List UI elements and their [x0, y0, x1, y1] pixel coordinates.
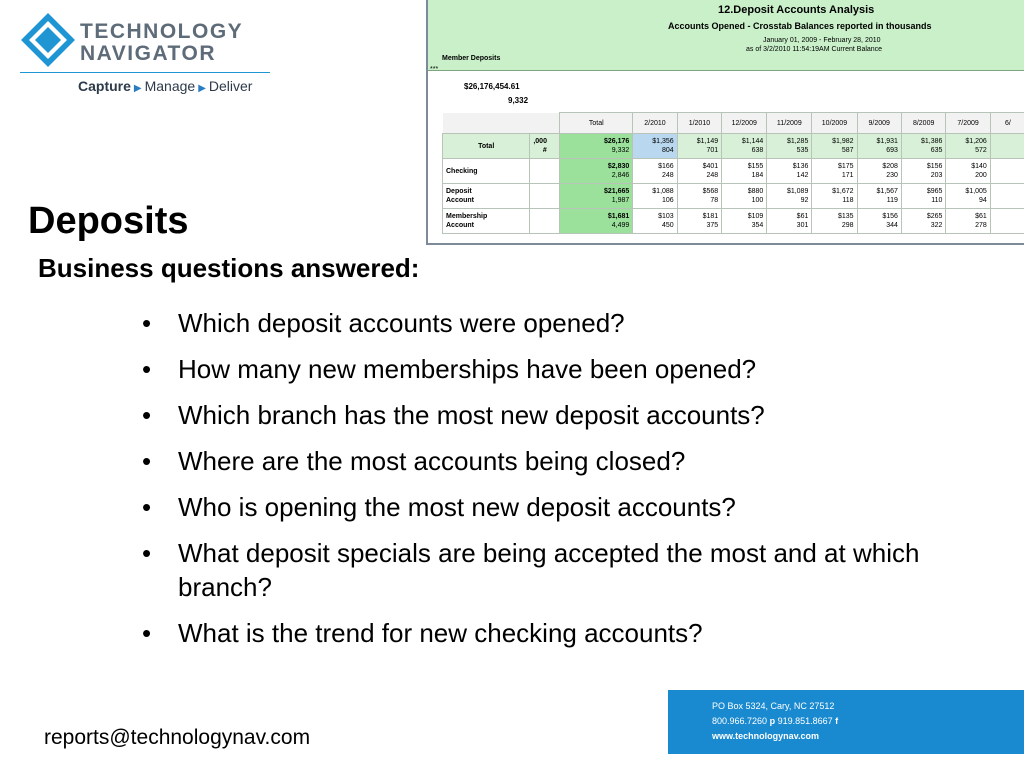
table-cell	[901, 209, 945, 234]
cell-balance: $1,088	[652, 188, 674, 195]
cell-balance: $568	[702, 188, 719, 195]
cell-count: 322	[930, 222, 943, 229]
table-cell	[990, 134, 1024, 159]
table-cell	[722, 184, 767, 209]
contact-footer	[668, 690, 1024, 754]
cell-count: 9,332	[611, 147, 630, 154]
cell-count: 142	[796, 172, 809, 179]
row-label-line: Account	[446, 197, 474, 204]
cell-balance: $140	[971, 163, 987, 170]
table-cell	[901, 159, 945, 184]
cell-balance: $136	[792, 163, 809, 170]
total-cell	[560, 184, 633, 209]
footer-address: PO Box 5324, Cary, NC 27512	[712, 701, 835, 711]
report-header	[428, 0, 1024, 71]
row-unit	[530, 209, 560, 234]
table-cell	[677, 159, 721, 184]
cell-count: 248	[662, 172, 674, 179]
footer-website[interactable]: www.technologynav.com	[712, 731, 820, 741]
cell-count: 4,499	[611, 222, 630, 229]
table-cell	[677, 134, 721, 159]
table-cell	[946, 134, 990, 159]
cell-balance: $61	[975, 213, 987, 220]
table-cell	[857, 159, 901, 184]
row-label	[443, 184, 530, 209]
cell-balance: $1,672	[832, 188, 854, 195]
question-text: What is the trend for new checking accounts?	[178, 618, 703, 648]
table-cell	[767, 209, 812, 234]
report-subtitle: Accounts Opened - Crosstab Balances reported in thousands	[668, 21, 932, 31]
cell-balance: $1,144	[741, 138, 764, 145]
table-cell	[812, 209, 857, 234]
total-cell	[560, 134, 633, 159]
cell-count: 535	[796, 147, 809, 154]
column-header: 10/2009	[812, 113, 857, 134]
row-label-line: Membership	[446, 213, 488, 220]
company-logo	[20, 12, 280, 102]
cell-count: 118	[842, 197, 854, 204]
column-header: 6/	[990, 113, 1024, 134]
list-item	[137, 536, 977, 604]
table-header-row	[443, 113, 1024, 134]
tagline-arrow-icon: ▶	[133, 83, 142, 94]
cell-balance: $1,386	[920, 138, 943, 145]
table-cell	[767, 184, 812, 209]
cell-balance: $1,149	[696, 138, 719, 145]
list-item	[137, 490, 977, 524]
section-subtitle: Business questions answered:	[38, 253, 420, 283]
question-text: Where are the most accounts being closed?	[178, 446, 686, 476]
cell-count: 203	[930, 172, 943, 179]
cell-balance: $1,356	[652, 138, 674, 145]
table-body	[443, 134, 1024, 234]
table-cell	[990, 159, 1024, 184]
tagline-capture: Capture	[78, 78, 131, 94]
table-cell	[633, 134, 677, 159]
question-text: Which deposit accounts were opened?	[178, 308, 625, 338]
report-screenshot	[426, 0, 1024, 245]
question-text: What deposit specials are being accepted the most and at which branch?	[178, 538, 920, 602]
cell-count: 693	[886, 147, 898, 154]
bullet-icon: •	[142, 308, 152, 338]
cell-count: 230	[886, 172, 898, 179]
contact-email[interactable]: reports@technologynav.com	[44, 726, 311, 749]
column-header: 11/2009	[767, 113, 812, 134]
cell-balance: $208	[882, 163, 898, 170]
report-stars: ***	[430, 66, 439, 73]
row-unit	[530, 184, 560, 209]
bullet-icon: •	[142, 354, 152, 384]
column-header: 7/2009	[946, 113, 990, 134]
cell-balance: $1,089	[786, 188, 809, 195]
cell-count: 375	[706, 222, 719, 229]
cell-balance: $26,176	[603, 138, 630, 145]
report-as-of: as of 3/2/2010 11:54:19AM Current Balance	[746, 46, 883, 53]
cell-balance: $109	[747, 213, 764, 220]
table-cell	[946, 159, 990, 184]
cell-balance: $175	[837, 163, 854, 170]
header-blank	[443, 113, 530, 134]
cell-balance: $880	[747, 188, 764, 195]
table-cell	[812, 134, 857, 159]
unit-line: ,000	[533, 138, 547, 145]
cell-balance: $135	[837, 213, 854, 220]
cell-count: 200	[975, 172, 987, 179]
cell-count: 298	[841, 222, 854, 229]
report-date-range: January 01, 2009 - February 28, 2010	[763, 37, 881, 44]
total-cell	[560, 209, 633, 234]
bullet-icon: •	[142, 538, 152, 568]
table-cell	[990, 209, 1024, 234]
cell-count: 248	[706, 172, 719, 179]
column-header: 9/2009	[857, 113, 901, 134]
logo-diamond-icon	[20, 12, 76, 68]
logo-text-line1: TECHNOLOGY	[80, 20, 244, 43]
table-cell	[722, 159, 767, 184]
question-text: Who is opening the most new deposit accounts?	[178, 492, 736, 522]
table-cell	[812, 184, 857, 209]
cell-balance: $2,830	[607, 163, 630, 170]
table-cell	[901, 134, 945, 159]
cell-balance: $156	[926, 163, 943, 170]
table-cell	[901, 184, 945, 209]
cell-balance: $103	[658, 213, 674, 220]
row-label-line: Account	[446, 222, 474, 229]
bullet-icon: •	[142, 400, 152, 430]
cell-balance: $156	[882, 213, 898, 220]
table-cell	[767, 134, 812, 159]
cell-balance: $1,982	[832, 138, 854, 145]
logo-tagline	[78, 78, 252, 94]
table-cell	[722, 134, 767, 159]
cell-count: 587	[841, 147, 854, 154]
footer-phones	[712, 716, 838, 726]
table-cell	[633, 209, 677, 234]
list-item	[137, 306, 977, 340]
cell-balance: $166	[658, 163, 674, 170]
table-cell	[857, 209, 901, 234]
page-title: Deposits	[28, 200, 189, 242]
footer-fax-suffix: f	[835, 716, 839, 726]
cell-balance: $181	[702, 213, 719, 220]
cell-count: 94	[979, 197, 987, 204]
row-label-line: Deposit	[446, 188, 472, 195]
cell-balance: $155	[747, 163, 764, 170]
cell-balance: $401	[702, 163, 719, 170]
row-label-line: Checking	[446, 167, 478, 175]
table-cell	[946, 209, 990, 234]
table-row	[443, 209, 1024, 234]
cell-count: 92	[800, 197, 809, 204]
footer-phone: 800.966.7260	[712, 716, 768, 726]
column-header: 1/2010	[677, 113, 721, 134]
cell-count: 635	[930, 147, 943, 154]
question-text: How many new memberships have been opened?	[178, 354, 757, 384]
bullet-icon: •	[142, 492, 152, 522]
cell-balance: $265	[926, 213, 943, 220]
list-item	[137, 398, 977, 432]
table-cell	[812, 159, 857, 184]
cell-count: 106	[662, 197, 674, 204]
total-cell	[560, 159, 633, 184]
table-cell	[990, 184, 1024, 209]
column-header: 12/2009	[722, 113, 767, 134]
tagline-deliver: Deliver	[208, 78, 253, 94]
cell-balance: $1,285	[786, 138, 809, 145]
question-text: Which branch has the most new deposit accounts?	[178, 400, 765, 430]
bullet-icon: •	[142, 618, 152, 648]
column-header: 2/2010	[633, 113, 677, 134]
cell-count: 450	[662, 222, 674, 229]
table-cell	[857, 134, 901, 159]
cell-count: 301	[796, 222, 809, 229]
row-label-line: Total	[478, 142, 495, 150]
cell-balance: $61	[796, 213, 809, 220]
report-member-label: Member Deposits	[442, 55, 501, 62]
cell-count: 278	[975, 222, 987, 229]
tagline-manage: Manage	[144, 78, 196, 94]
cell-count: 100	[751, 197, 764, 204]
table-row	[443, 134, 1024, 159]
table-cell	[767, 159, 812, 184]
cell-count: 701	[706, 147, 719, 154]
cell-balance: $1,681	[607, 213, 630, 220]
row-label	[443, 134, 530, 159]
list-item	[137, 616, 977, 650]
column-header: 8/2009	[901, 113, 945, 134]
cell-count: 119	[886, 197, 898, 204]
cell-balance: $1,206	[965, 138, 987, 145]
cell-count: 78	[710, 197, 719, 204]
cell-count: 110	[931, 197, 943, 204]
cell-balance: $965	[926, 188, 943, 195]
footer-fax: 919.851.8667	[777, 716, 833, 726]
row-unit	[530, 159, 560, 184]
cell-count: 572	[975, 147, 987, 154]
cell-count: 638	[751, 147, 764, 154]
report-title: 12.Deposit Accounts Analysis	[718, 4, 875, 16]
table-cell	[633, 159, 677, 184]
table-cell	[633, 184, 677, 209]
column-header: Total	[560, 113, 633, 134]
cell-balance: $1,931	[876, 138, 898, 145]
logo-divider	[20, 72, 270, 73]
logo-text-line2: NAVIGATOR	[80, 42, 217, 65]
cell-count: 354	[751, 222, 764, 229]
report-total-amount: $26,176,454.61	[464, 82, 520, 91]
table-row	[443, 159, 1024, 184]
list-item	[137, 352, 977, 386]
row-unit	[530, 134, 560, 159]
table-row	[443, 184, 1024, 209]
table-cell	[857, 184, 901, 209]
list-item	[137, 444, 977, 478]
cell-balance: $1,567	[876, 188, 898, 195]
bullet-icon: •	[142, 446, 152, 476]
table-cell	[946, 184, 990, 209]
report-total-count: 9,332	[508, 96, 529, 105]
tagline-arrow-icon: ▶	[198, 83, 206, 94]
cell-count: 344	[886, 222, 898, 229]
table-cell	[677, 184, 721, 209]
cell-count: 2,846	[611, 172, 630, 179]
table-cell	[722, 209, 767, 234]
row-label	[443, 209, 530, 234]
cell-count: 804	[662, 147, 674, 154]
row-label	[443, 159, 530, 184]
cell-count: 184	[751, 172, 764, 179]
header-blank	[530, 113, 560, 134]
cell-balance: $21,665	[603, 188, 630, 195]
questions-list	[137, 306, 977, 662]
cell-balance: $1,005	[965, 188, 987, 195]
unit-line: #	[542, 147, 547, 154]
footer-phone-suffix: p	[769, 716, 776, 726]
cell-count: 1,987	[611, 197, 630, 204]
crosstab-table	[442, 112, 1024, 234]
cell-count: 171	[841, 172, 854, 179]
table-cell	[677, 209, 721, 234]
